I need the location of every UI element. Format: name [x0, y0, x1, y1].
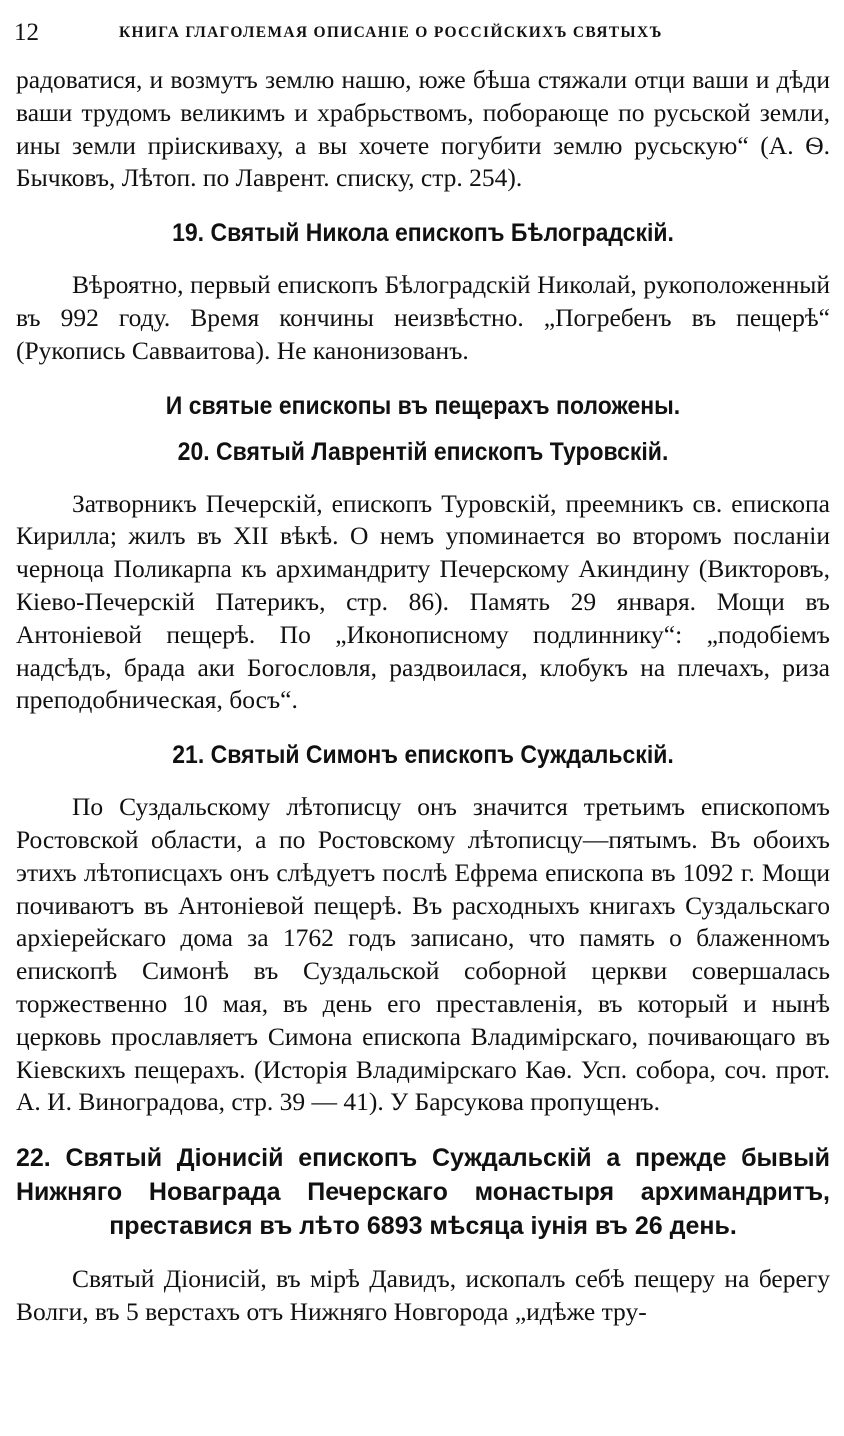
section-19-paragraph: Вѣроятно, первый епископъ Бѣлоградскій Николай, рукоположенный въ 992 году. Время кончины неизвѣстно. „Погребенъ въ пещерѣ“ (Рукопись Савваитова). Не канонизованъ. [16, 270, 830, 365]
section-20-paragraph: Затворникъ Печерскій, епископъ Туровскій, преемникъ св. епископа Кирилла; жилъ въ XII вѣкѣ. О немъ упоминается во второмъ посланіи черноца Поликарпа къ архимандриту Печерскому Акиндину (Викторовъ, Кіево-Печерскій Патерикъ, стр. 86). Память 29 января. Мощи въ Антоніевой пещерѣ. По „Иконописному подлиннику“: „подобіемъ надсѣдъ, брада аки Богословля, раздвоилася, клобукъ на плечахъ, риза преподобническая, босъ“. [16, 488, 830, 715]
section-heading-21: 21. Святый Симонъ епископъ Суждальскій. [172, 741, 674, 770]
section-heading-19: 19. Святый Никола епископъ Бѣлоградскій. [172, 219, 674, 248]
page-body [16, 64, 830, 1329]
section-22-paragraph: Святый Діонисій, въ мірѣ Давидъ, ископалъ себѣ пещеру на берегу Волги, въ 5 верстахъ отъ Нижняго Новгорода „идѣже тру- [16, 1264, 830, 1326]
group-heading: И святые епископы въ пещерахъ положены. [165, 391, 681, 420]
running-title: КНИГА ГЛАГОЛЕМАЯ ОПИСАНІЕ О РОССІЙСКИХЪ СВЯТЫХЪ [119, 24, 663, 41]
page-number: 12 [14, 19, 39, 46]
section-heading-20: 20. Святый Лаврентій епископъ Туровскій. [177, 437, 669, 466]
section-21-paragraph: По Суздальскому лѣтописцу онъ значится третьимъ епископомъ Ростовской области, а по Ростовскому лѣтописцу—пятымъ. Въ обоихъ этихъ лѣтописцахъ онъ слѣдуетъ послѣ Ефрема епископа въ 1092 г. Мощи почиваютъ въ Антоніевой пещерѣ. Въ расходныхъ книгахъ Суздальскаго архіерейскаго дома за 1762 годъ записано, что память о блаженномъ епископѣ Симонѣ въ Суздальской соборной церкви совершалась торжественно 10 мая, въ день его преставленія, въ который и нынѣ церковь прославляетъ Симона епископа Владимірскаго, почивающаго въ Кіевскихъ пещерахъ. (Исторія Владимірскаго Каѳ. Усп. собора, соч. прот. А. И. Виноградова, стр. 39 — 41). У Барсукова пропущенъ. [16, 792, 830, 1117]
running-head [14, 18, 830, 52]
intro-paragraph: радоватися, и возмутъ землю нашю, юже бѣша стяжали отци ваши и дѣди ваши трудомъ великимъ и храбрьствомъ, поборающе по русьской земли, ины земли прiискиваху, а вы хочете погубити землю русьскую“ (А. Ѳ. Бычковъ, Лѣтоп. по Лаврент. списку, стр. 254). [16, 65, 830, 193]
section-heading-22: 22. Святый Діонисій епископъ Суждальскій а прежде бывый Нижняго Новаграда Печерскаго монастыря архимандритъ, преставися въ лѣто 6893 мѣсяца іунія въ 26 день. [16, 1144, 830, 1241]
